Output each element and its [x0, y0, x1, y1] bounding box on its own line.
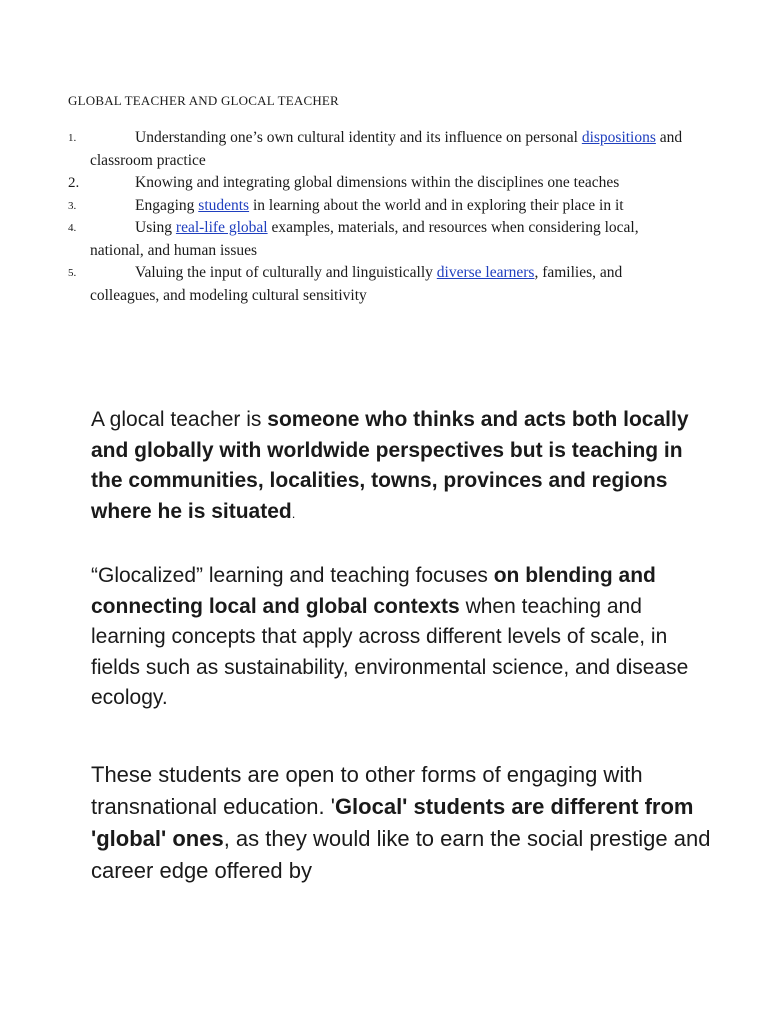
teacher-competency-list [68, 127, 688, 307]
list-item [68, 172, 688, 195]
para-bold-text: on blending and connecting local and global contexts [91, 564, 656, 618]
glocal-students-paragraph [91, 759, 711, 887]
list-item [68, 262, 688, 307]
para-text: These students are open to other forms of engaging with transnational education. ' [91, 762, 643, 819]
link-diverse-learners[interactable]: diverse learners [436, 264, 535, 281]
list-number: 3. [68, 199, 77, 212]
list-text: examples, materials, and resources when considering local, national, and human issues [90, 219, 639, 259]
list-text: in learning about the world and in exploring their place in it [249, 196, 624, 214]
list-number: 1. [68, 132, 77, 144]
list-text: Knowing and integrating global dimensions within the disciplines one teaches [135, 174, 620, 191]
list-number: 4. [68, 222, 77, 234]
link-students[interactable]: students [198, 196, 250, 214]
link-real-life-global[interactable]: real-life global [175, 219, 268, 236]
list-text: , families, and colleagues, and modeling cultural sensitivity [90, 264, 623, 304]
list-text: and classroom practice [90, 129, 683, 169]
para-bold-text: Glocal' students are different from 'global' ones [91, 794, 694, 851]
para-text: “Glocalized” learning and teaching focuses [91, 564, 494, 587]
para-bold-text: someone who thinks and acts both locally and globally with worldwide perspectives but is teaching in the communities, localities, towns, provinces and regions where he is situated [91, 408, 689, 523]
para-text: A glocal teacher is [91, 408, 268, 431]
list-item [68, 127, 688, 172]
para-text: , as they would like to earn the social prestige and career edge offered by [91, 826, 711, 883]
para-text: . [291, 505, 296, 521]
list-text: Valuing the input of culturally and linguistically [135, 264, 437, 281]
list-text: Understanding one’s own cultural identity and its influence on personal [135, 129, 582, 146]
list-item [68, 195, 688, 218]
list-text: Engaging [135, 196, 199, 214]
list-number: 5. [68, 267, 77, 279]
para-text: when teaching and learning concepts that apply across different levels of scale, in fields such as sustainability, environmental science, and disease ecology. [91, 594, 689, 709]
link-dispositions[interactable]: dispositions [581, 129, 656, 146]
glocal-teacher-definition [91, 405, 711, 529]
glocalized-learning-paragraph [91, 561, 711, 714]
document-title: GLOBAL TEACHER AND GLOCAL TEACHER [68, 93, 339, 108]
list-text: Using [135, 219, 176, 236]
list-item [68, 217, 688, 262]
list-number: 2. [68, 175, 80, 191]
